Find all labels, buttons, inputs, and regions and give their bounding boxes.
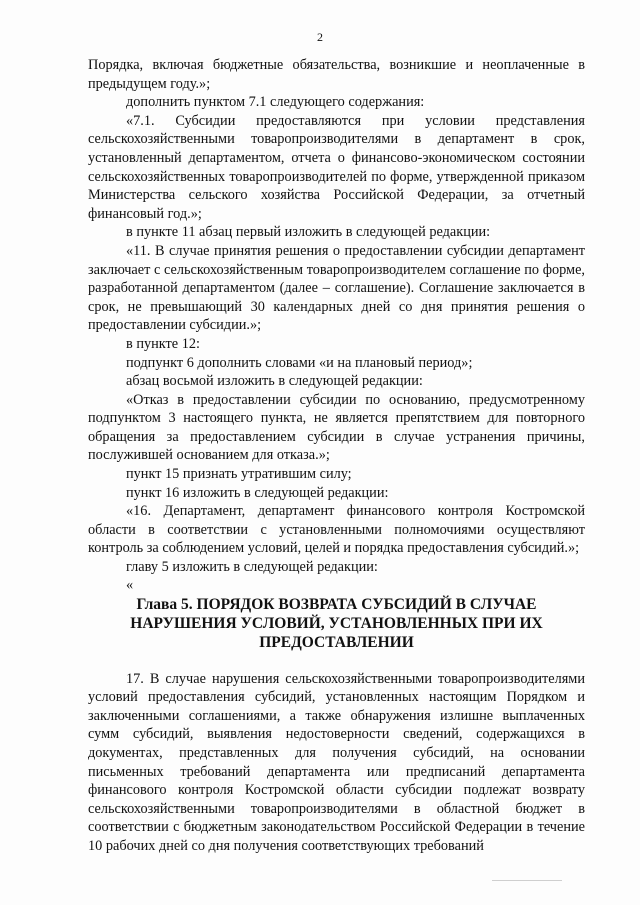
amendment-paragraphs (88, 56, 585, 577)
paragraph: «16. Департамент, департамент финансового контроля Костромской области в соответствии с установленными полномочиями осуществляют контроль за соблюдением условий, целей и порядка предоставления субсидий.»; (88, 503, 585, 557)
paragraph: главу 5 изложить в следующей редакции: (126, 559, 378, 576)
paragraph: пункт 15 признать утратившим силу; (126, 466, 352, 483)
chapter-title-line-1: Глава 5. ПОРЯДОК ВОЗВРАТА СУБСИДИЙ В СЛУЧАЕ (136, 595, 537, 613)
paragraph: в пункте 11 абзац первый изложить в следующей редакции: (126, 224, 491, 241)
opening-quote: « (126, 576, 134, 593)
paragraph-17: 17. В случае нарушения сельскохозяйственными товаропроизводителями условий предоставления субсидий, установленных настоящим Порядком и заключенными соглашениями, а также обнаружения излишне выплаченных сумм субсидий, выявления недостоверности сведений, содержащихся в документах, представленных для получения субсидий, на основании письменных требований департамента или предписаний департамента финансового контроля Костромской области субсидии подлежат возврату сельскохозяйственными товаропроизводителями в областной бюджет в соответствии с бюджетным законодательством Российской Федерации в течение 10 рабочих дней со дня получения соответствующих требований (88, 670, 585, 854)
page-number: 2 (317, 30, 323, 44)
paragraph: в пункте 12: (126, 335, 200, 352)
chapter-title-line-2: НАРУШЕНИЯ УСЛОВИЙ, УСТАНОВЛЕННЫХ ПРИ ИХ (130, 614, 543, 632)
paragraph: абзац восьмой изложить в следующей редакции: (126, 373, 423, 390)
paragraph: «Отказ в предоставлении субсидии по основанию, предусмотренному подпунктом 3 настоящего пункта, не является препятствием для повторного обращения за предоставлением субсидии в случае устранения причины, послужившей основанием для отказа.»; (88, 391, 585, 464)
paragraph: «7.1. Субсидии предоставляются при условии представления сельскохозяйственными товаропроизводителями в департамент в срок, установленный департаментом, отчета о финансово-экономическом состоянии сельскохозяйственных товаропроизводителей по форме, утвержденной приказом Министерства сельского хозяйства Российской Федерации, за отчетный финансовый год.»; (88, 112, 585, 222)
scan-artifact-line (492, 880, 562, 881)
chapter-title-line-3: ПРЕДОСТАВЛЕНИИ (259, 633, 414, 651)
paragraph: пункт 16 изложить в следующей редакции: (126, 484, 389, 501)
paragraph: подпункт 6 дополнить словами «и на плановый период»; (126, 354, 473, 371)
paragraph: дополнить пунктом 7.1 следующего содержания: (126, 94, 425, 111)
paragraph: «11. В случае принятия решения о предоставлении субсидии департамент заключает с сельскохозяйственным товаропроизводителем соглашение по форме, разработанной департаментом (далее – соглашение). Соглашение заключается в срок, не превышающий 30 календарных дней со дня принятия решения о предоставлении субсидии.»; (88, 242, 585, 334)
paragraph: Порядка, включая бюджетные обязательства, возникшие и неоплаченные в предыдущем году.»; (88, 57, 585, 92)
chapter-5-title (88, 595, 585, 652)
document-body (88, 56, 585, 856)
